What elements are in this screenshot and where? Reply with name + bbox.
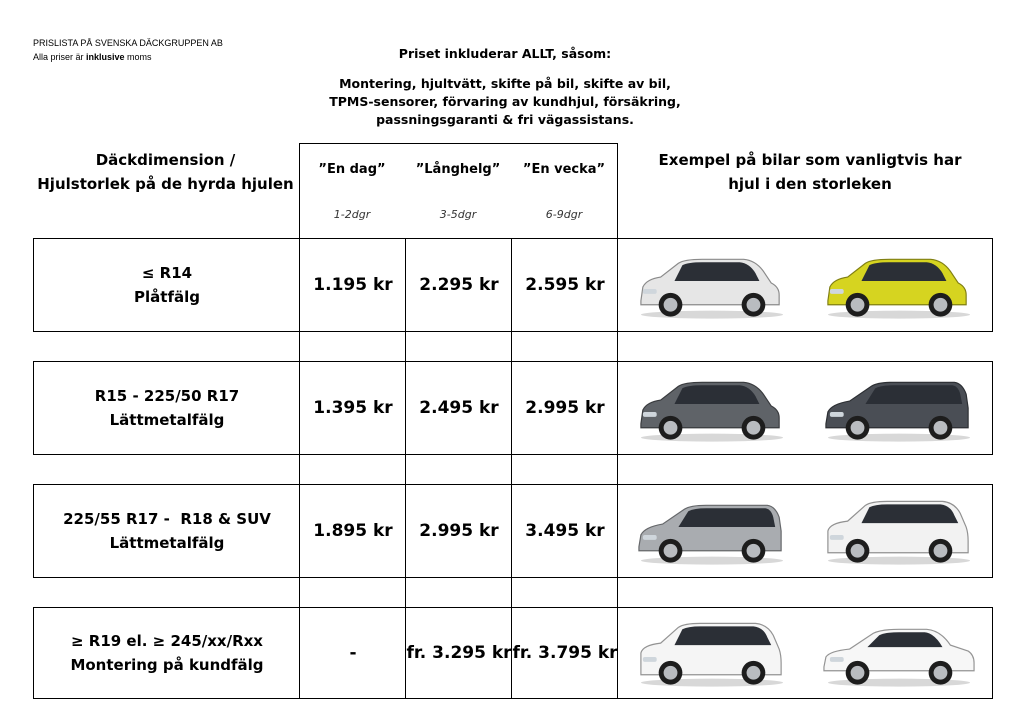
price-long-weekend: fr. 3.295 kr [406,643,512,663]
price-long-weekend: 2.995 kr [419,521,499,541]
hatchback-car-icon [633,249,791,321]
header-examples [630,148,990,196]
car-examples [619,608,992,698]
header-col-2-sub: 3-5dgr [439,208,477,221]
hatchback-car-icon [820,249,978,321]
price-one-day: 1.195 kr [313,275,393,295]
rim-type: Lättmetalfälg [109,534,225,552]
dimension-cell [34,239,300,331]
price-row-1 [33,238,993,332]
price-one-day: 1.895 kr [313,521,393,541]
price-one-week: 2.595 kr [525,275,605,295]
intro-line-2: TPMS-sensorer, förvaring av kundhjul, försäkring, [329,94,681,109]
rim-type: Lättmetalfälg [109,411,225,429]
car-examples [619,485,992,577]
header-col-3-sub: 6-9dgr [545,208,583,221]
intro-line-3: passningsgaranti & fri vägassistans. [376,112,634,127]
company-line: PRISLISTA PÅ SVENSKA DÄCKGRUPPEN AB [33,38,223,48]
price-one-week: fr. 3.795 kr [512,643,618,663]
rim-type: Plåtfälg [134,288,200,306]
wagon-car-icon [820,372,978,444]
wagon-car-icon [633,495,791,567]
price-row-4 [33,607,993,699]
car-examples [619,362,992,454]
vat-bold: inklusive [86,52,125,62]
dimension-size: 225/55 R17 - R18 & SUV [63,510,271,528]
price-one-week: 2.995 kr [525,398,605,418]
price-long-weekend: 2.295 kr [419,275,499,295]
price-row-3 [33,484,993,578]
dimension-cell [34,608,300,698]
header-col-1-sub: 1-2dgr [333,208,371,221]
vat-prefix: Alla priser är [33,52,87,62]
dimension-size: ≤ R14 [141,264,193,282]
header-examples-line2: hjul i den storleken [728,175,892,193]
dimension-size: R15 - 225/50 R17 [94,387,240,405]
suv-car-icon [820,495,978,567]
price-long-weekend: 2.495 kr [419,398,499,418]
price-one-day: 1.395 kr [313,398,393,418]
intro-line-1: Montering, hjultvätt, skifte på bil, skifte av bil, [339,76,671,91]
header-col-1: ”En dag” [318,162,386,177]
header-dimension [33,148,298,196]
vat-note [33,51,152,64]
dimension-cell [34,485,300,577]
vat-suffix: moms [124,52,152,62]
header-col-2: ”Långhelg” [415,162,501,177]
dimension-cell [34,362,300,454]
header-col-3: ”En vecka” [522,162,606,177]
rim-type: Montering på kundfälg [70,656,264,674]
grid-line-top [299,143,618,144]
hatchback-car-icon [633,372,791,444]
sedan-car-icon [820,617,978,689]
price-one-week: 3.495 kr [525,521,605,541]
car-examples [619,239,992,331]
header-dimension-line1: Däckdimension / [95,151,236,169]
price-one-day: - [349,643,357,663]
intro-title: Priset inkluderar ALLT, såsom: [398,46,612,61]
suv-car-icon [633,617,791,689]
header-dimension-line2: Hjulstorlek på de hyrda hjulen [37,175,294,193]
price-row-2 [33,361,993,455]
header-examples-line1: Exempel på bilar som vanligtvis har [658,151,962,169]
dimension-size: ≥ R19 el. ≥ 245/xx/Rxx [71,632,263,650]
